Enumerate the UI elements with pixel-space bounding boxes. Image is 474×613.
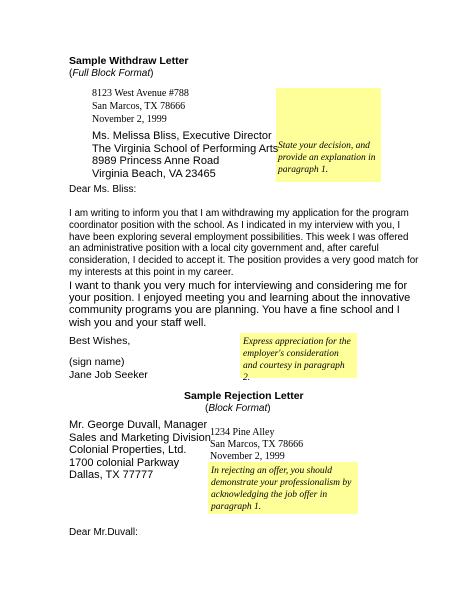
rejection-title: Sample Rejection Letter <box>184 390 304 402</box>
withdraw-recipient: Ms. Melissa Bliss, Executive Director The Virginia School of Performing Arts 8989 Princess Anne Road Virginia Beach, VA 23465 <box>92 130 279 180</box>
rejection-salutation: Dear Mr.Duvall: <box>69 527 138 538</box>
rejection-note: In rejecting an offer, you should demonstrate your professionalism by acknowledging the job offer in paragraph 1. <box>208 462 358 514</box>
withdraw-sender-address: 8123 West Avenue #788 San Marcos, TX 78666 November 2, 1999 <box>92 88 189 125</box>
withdraw-paragraph-2: I want to thank you very much for interviewing and considering me for your position. I enjoyed meeting you and learning about the innovative community programs you are planning. You have a fine school and I wish you and your staff well. <box>69 280 411 329</box>
withdraw-paragraph-1: I am writing to inform you that I am withdrawing my application for the program coordinator position with the school. As I indicated in my interview with you, I have been exploring several employment possibilities. This week I was offered an administrative position with a local city government and, after careful consideration, I decided to accept it. The position provides a very good match for my interests at this point in my career. <box>69 208 419 278</box>
rejection-recipient: Mr. George Duvall, Manager Sales and Marketing Division Colonial Properties, Ltd. 1700 colonial Parkway Dallas, TX 77777 <box>69 419 211 481</box>
withdraw-note-decision: State your decision, and provide an explanation in paragraph 1. <box>276 88 381 182</box>
withdraw-format: (Full Block Format) <box>69 68 154 79</box>
withdraw-title: Sample Withdraw Letter <box>69 55 189 67</box>
withdraw-closing: Best Wishes, <box>69 335 131 347</box>
withdraw-note-appreciation: Express appreciation for the employer's consideration and courtesy in paragraph 2. <box>240 333 357 378</box>
withdraw-salutation: Dear Ms. Bliss: <box>69 184 137 195</box>
withdraw-signature: (sign name) Jane Job Seeker <box>69 356 148 381</box>
rejection-format: (Block Format) <box>205 403 271 414</box>
rejection-sender-address: 1234 Pine Alley San Marcos, TX 78666 November 2, 1999 <box>210 427 304 462</box>
